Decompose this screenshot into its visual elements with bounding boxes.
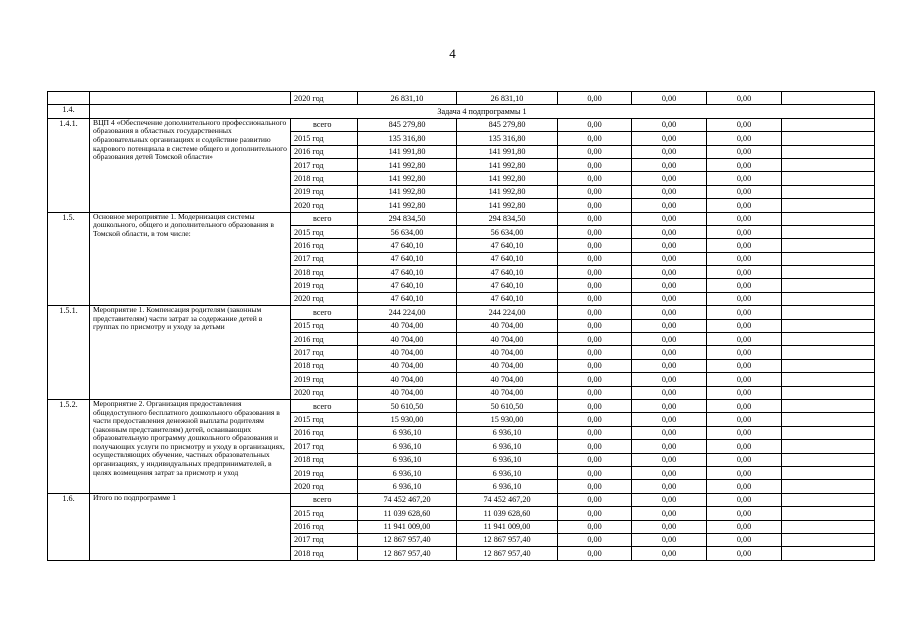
value-cell: 15 930,00 [457, 413, 558, 426]
table-cell-empty [782, 547, 875, 560]
total-cell: 244 224,00 [358, 306, 457, 319]
total-cell: 141 992,80 [358, 158, 457, 171]
total-cell: 40 704,00 [358, 346, 457, 359]
total-cell: 26 831,10 [358, 92, 457, 105]
total-cell: 40 704,00 [358, 359, 457, 372]
table-row [48, 212, 875, 225]
table-cell-empty [782, 373, 875, 386]
year-cell: 2017 год [291, 252, 358, 265]
table-row [48, 493, 875, 506]
value-cell: 845 279,80 [457, 118, 558, 131]
value-cell: 141 992,80 [457, 172, 558, 185]
table-row-top [48, 92, 875, 105]
total-cell: 141 991,80 [358, 145, 457, 158]
value-cell: 141 992,80 [457, 199, 558, 212]
year-cell: 2018 год [291, 172, 358, 185]
value-cell: 0,00 [707, 266, 782, 279]
year-cell: 2018 год [291, 266, 358, 279]
value-cell: 40 704,00 [457, 319, 558, 332]
value-cell: 6 936,10 [457, 426, 558, 439]
activity-name: Основное мероприятие 1. Модернизация системы дошкольного, общего и дополнительного образования в Томской области, в том числе: [90, 212, 291, 306]
value-cell: 0,00 [632, 172, 707, 185]
year-cell: 2015 год [291, 413, 358, 426]
row-number: 1.4.1. [48, 118, 90, 212]
value-cell: 0,00 [707, 359, 782, 372]
total-cell: 40 704,00 [358, 319, 457, 332]
value-cell: 0,00 [707, 413, 782, 426]
row-number: 1.5. [48, 212, 90, 306]
value-cell: 47 640,10 [457, 279, 558, 292]
value-cell: 0,00 [707, 399, 782, 412]
value-cell: 0,00 [707, 252, 782, 265]
value-cell: 0,00 [707, 520, 782, 533]
value-cell: 56 634,00 [457, 225, 558, 238]
total-cell: 6 936,10 [358, 466, 457, 479]
value-cell: 40 704,00 [457, 333, 558, 346]
value-cell: 0,00 [707, 547, 782, 560]
value-cell: 294 834,50 [457, 212, 558, 225]
row-number: 1.5.2. [48, 399, 90, 493]
value-cell: 0,00 [558, 212, 632, 225]
value-cell: 0,00 [558, 466, 632, 479]
total-cell: 40 704,00 [358, 386, 457, 399]
total-cell: 11 039 628,60 [358, 507, 457, 520]
table-row [48, 118, 875, 131]
table-cell-empty [782, 92, 875, 105]
value-cell: 0,00 [632, 399, 707, 412]
value-cell: 0,00 [632, 426, 707, 439]
value-cell: 6 936,10 [457, 453, 558, 466]
year-cell: 2016 год [291, 239, 358, 252]
value-cell: 0,00 [632, 507, 707, 520]
value-cell: 0,00 [707, 212, 782, 225]
table-row [48, 399, 875, 412]
value-cell: 0,00 [707, 346, 782, 359]
value-cell: 0,00 [632, 373, 707, 386]
table-cell-empty [782, 413, 875, 426]
table-cell-empty [782, 386, 875, 399]
table-cell-empty [782, 520, 875, 533]
total-cell: 141 992,80 [358, 185, 457, 198]
total-cell: 141 992,80 [358, 199, 457, 212]
year-cell: 2016 год [291, 333, 358, 346]
total-cell: 12 867 957,40 [358, 547, 457, 560]
value-cell: 0,00 [632, 252, 707, 265]
year-cell: 2019 год [291, 279, 358, 292]
value-cell: 0,00 [558, 292, 632, 305]
table-cell-empty [782, 453, 875, 466]
row-number: 1.4. [48, 105, 90, 118]
year-cell: 2020 год [291, 386, 358, 399]
total-cell: 845 279,80 [358, 118, 457, 131]
value-cell: 0,00 [632, 145, 707, 158]
table-cell-empty [782, 466, 875, 479]
value-cell: 0,00 [558, 172, 632, 185]
total-cell: 47 640,10 [358, 266, 457, 279]
year-cell: 2016 год [291, 145, 358, 158]
value-cell: 0,00 [707, 426, 782, 439]
value-cell: 0,00 [558, 453, 632, 466]
value-cell: 0,00 [558, 252, 632, 265]
value-cell: 0,00 [558, 185, 632, 198]
value-cell: 0,00 [707, 185, 782, 198]
value-cell: 0,00 [632, 132, 707, 145]
total-cell: 6 936,10 [358, 426, 457, 439]
value-cell: 0,00 [707, 453, 782, 466]
value-cell: 0,00 [558, 426, 632, 439]
value-cell: 0,00 [707, 199, 782, 212]
value-cell: 0,00 [632, 333, 707, 346]
year-cell: 2016 год [291, 426, 358, 439]
value-cell: 0,00 [558, 239, 632, 252]
total-cell: 6 936,10 [358, 453, 457, 466]
table-cell-empty [782, 212, 875, 225]
year-cell: 2015 год [291, 507, 358, 520]
total-cell: 40 704,00 [358, 373, 457, 386]
total-cell: 11 941 009,00 [358, 520, 457, 533]
value-cell: 0,00 [632, 466, 707, 479]
table-cell-empty [782, 266, 875, 279]
value-cell: 0,00 [558, 92, 632, 105]
value-cell: 0,00 [632, 225, 707, 238]
value-cell: 47 640,10 [457, 266, 558, 279]
value-cell: 0,00 [558, 132, 632, 145]
value-cell: 0,00 [558, 413, 632, 426]
table-cell-empty [782, 118, 875, 131]
value-cell: 50 610,50 [457, 399, 558, 412]
year-cell: 2019 год [291, 185, 358, 198]
value-cell: 0,00 [707, 239, 782, 252]
value-cell: 40 704,00 [457, 359, 558, 372]
value-cell: 0,00 [632, 547, 707, 560]
value-cell: 0,00 [632, 359, 707, 372]
page-number: 4 [449, 46, 456, 61]
table-cell-empty [782, 507, 875, 520]
value-cell: 0,00 [558, 225, 632, 238]
table-cell-empty [782, 399, 875, 412]
total-cell: 294 834,50 [358, 212, 457, 225]
value-cell: 0,00 [558, 373, 632, 386]
value-cell: 0,00 [558, 533, 632, 546]
value-cell: 0,00 [632, 306, 707, 319]
value-cell: 0,00 [707, 118, 782, 131]
value-cell: 0,00 [632, 440, 707, 453]
value-cell: 0,00 [632, 493, 707, 506]
value-cell: 11 039 628,60 [457, 507, 558, 520]
value-cell: 0,00 [632, 199, 707, 212]
value-cell: 0,00 [558, 520, 632, 533]
year-cell: 2017 год [291, 440, 358, 453]
table-cell-empty [782, 252, 875, 265]
value-cell: 0,00 [632, 533, 707, 546]
total-cell: 15 930,00 [358, 413, 457, 426]
year-cell: 2018 год [291, 359, 358, 372]
value-cell: 0,00 [558, 440, 632, 453]
year-cell: 2017 год [291, 346, 358, 359]
value-cell: 0,00 [707, 373, 782, 386]
value-cell: 0,00 [558, 279, 632, 292]
value-cell: 0,00 [707, 172, 782, 185]
value-cell: 0,00 [558, 359, 632, 372]
year-cell: 2017 год [291, 533, 358, 546]
value-cell: 0,00 [558, 199, 632, 212]
activity-name: ВЦП 4 «Обеспечение дополнительного профессионального образования в областных государственных образовательных организациях и содействие развитию кадрового потенциала в системе общего и дополнительного образования детей Томской области» [90, 118, 291, 212]
value-cell: 0,00 [558, 333, 632, 346]
value-cell: 0,00 [632, 520, 707, 533]
value-cell: 0,00 [707, 480, 782, 493]
year-cell: 2016 год [291, 520, 358, 533]
year-cell: всего [291, 212, 358, 225]
value-cell: 0,00 [558, 266, 632, 279]
table-cell-empty [782, 333, 875, 346]
table-cell-empty [782, 493, 875, 506]
value-cell: 0,00 [632, 279, 707, 292]
value-cell: 135 316,80 [457, 132, 558, 145]
total-cell: 141 992,80 [358, 172, 457, 185]
total-cell: 40 704,00 [358, 333, 457, 346]
table-cell-empty [782, 306, 875, 319]
table-cell-empty [782, 185, 875, 198]
row-number: 1.5.1. [48, 306, 90, 400]
year-cell: 2020 год [291, 292, 358, 305]
value-cell: 0,00 [632, 92, 707, 105]
table-cell-empty [782, 426, 875, 439]
activity-name: Итого по подпрограмме 1 [90, 493, 291, 560]
year-cell: всего [291, 399, 358, 412]
value-cell: 0,00 [558, 306, 632, 319]
table-cell-empty [782, 172, 875, 185]
year-cell: 2020 год [291, 199, 358, 212]
value-cell: 0,00 [707, 533, 782, 546]
value-cell: 0,00 [632, 319, 707, 332]
year-cell: 2020 год [291, 480, 358, 493]
year-cell: 2017 год [291, 158, 358, 171]
total-cell: 12 867 957,40 [358, 533, 457, 546]
value-cell: 0,00 [632, 413, 707, 426]
value-cell: 141 992,80 [457, 185, 558, 198]
value-cell: 47 640,10 [457, 252, 558, 265]
value-cell: 11 941 009,00 [457, 520, 558, 533]
table-cell-empty [48, 92, 90, 105]
total-cell: 50 610,50 [358, 399, 457, 412]
year-cell: 2015 год [291, 319, 358, 332]
value-cell: 244 224,00 [457, 306, 558, 319]
value-cell: 0,00 [632, 212, 707, 225]
table-cell-empty [782, 239, 875, 252]
value-cell: 0,00 [632, 158, 707, 171]
value-cell: 0,00 [707, 493, 782, 506]
total-cell: 47 640,10 [358, 252, 457, 265]
total-cell: 47 640,10 [358, 279, 457, 292]
value-cell: 6 936,10 [457, 440, 558, 453]
value-cell: 0,00 [707, 306, 782, 319]
value-cell: 0,00 [707, 507, 782, 520]
value-cell: 74 452 467,20 [457, 493, 558, 506]
value-cell: 40 704,00 [457, 373, 558, 386]
value-cell: 0,00 [632, 266, 707, 279]
value-cell: 0,00 [707, 466, 782, 479]
value-cell: 0,00 [558, 480, 632, 493]
year-cell: 2018 год [291, 453, 358, 466]
value-cell: 12 867 957,40 [457, 533, 558, 546]
budget-table [47, 91, 875, 561]
value-cell: 141 992,80 [457, 158, 558, 171]
value-cell: 0,00 [558, 493, 632, 506]
task-row [48, 105, 875, 118]
table-cell-empty [782, 440, 875, 453]
total-cell: 47 640,10 [358, 239, 457, 252]
year-cell: 2020 год [291, 92, 358, 105]
table-cell-empty [90, 92, 291, 105]
value-cell: 0,00 [632, 292, 707, 305]
value-cell: 0,00 [558, 158, 632, 171]
table-cell-empty [782, 145, 875, 158]
value-cell: 0,00 [558, 507, 632, 520]
year-cell: 2019 год [291, 373, 358, 386]
year-cell: 2015 год [291, 225, 358, 238]
value-cell: 0,00 [558, 145, 632, 158]
value-cell: 26 831,10 [457, 92, 558, 105]
value-cell: 0,00 [707, 292, 782, 305]
total-cell: 6 936,10 [358, 480, 457, 493]
year-cell: всего [291, 118, 358, 131]
value-cell: 0,00 [558, 399, 632, 412]
value-cell: 0,00 [632, 239, 707, 252]
value-cell: 6 936,10 [457, 480, 558, 493]
value-cell: 0,00 [558, 386, 632, 399]
value-cell: 0,00 [707, 225, 782, 238]
value-cell: 0,00 [632, 453, 707, 466]
activity-name: Мероприятие 1. Компенсация родителям (законным представителям) части затрат за содержание детей в группах по присмотру и уходу за детьми [90, 306, 291, 400]
year-cell: всего [291, 493, 358, 506]
total-cell: 6 936,10 [358, 440, 457, 453]
table-cell-empty [782, 279, 875, 292]
value-cell: 0,00 [707, 92, 782, 105]
total-cell: 47 640,10 [358, 292, 457, 305]
total-cell: 74 452 467,20 [358, 493, 457, 506]
value-cell: 0,00 [632, 185, 707, 198]
row-number: 1.6. [48, 493, 90, 560]
value-cell: 0,00 [707, 132, 782, 145]
activity-name: Мероприятие 2. Организация предоставления общедоступного бесплатного дошкольного образования в части предоставления денежной выплаты родителям (законным представителям) детей, осваивающих образовательную программу дошкольного образования и получающих услуги по присмотру и уходу в организациях, осуществляющих обучение, частных образовательных организациях, у индивидуальных предпринимателей, в целях возмещения затрат за присмотр и уход [90, 399, 291, 493]
value-cell: 141 991,80 [457, 145, 558, 158]
value-cell: 0,00 [707, 319, 782, 332]
total-cell: 135 316,80 [358, 132, 457, 145]
table-cell-empty [782, 319, 875, 332]
table-row [48, 306, 875, 319]
value-cell: 0,00 [632, 118, 707, 131]
table-cell-empty [782, 225, 875, 238]
table-cell-empty [782, 132, 875, 145]
value-cell: 12 867 957,40 [457, 547, 558, 560]
value-cell: 40 704,00 [457, 386, 558, 399]
value-cell: 0,00 [558, 118, 632, 131]
value-cell: 0,00 [632, 480, 707, 493]
task-title: Задача 4 подпрограммы 1 [90, 105, 875, 118]
table-cell-empty [782, 346, 875, 359]
value-cell: 47 640,10 [457, 239, 558, 252]
value-cell: 0,00 [707, 279, 782, 292]
value-cell: 0,00 [558, 319, 632, 332]
year-cell: 2015 год [291, 132, 358, 145]
table-cell-empty [782, 359, 875, 372]
table-cell-empty [782, 199, 875, 212]
total-cell: 56 634,00 [358, 225, 457, 238]
value-cell: 0,00 [707, 158, 782, 171]
value-cell: 0,00 [558, 547, 632, 560]
value-cell: 0,00 [707, 333, 782, 346]
year-cell: всего [291, 306, 358, 319]
value-cell: 0,00 [632, 346, 707, 359]
value-cell: 0,00 [707, 440, 782, 453]
value-cell: 47 640,10 [457, 292, 558, 305]
year-cell: 2018 год [291, 547, 358, 560]
table-cell-empty [782, 158, 875, 171]
value-cell: 40 704,00 [457, 346, 558, 359]
value-cell: 0,00 [707, 386, 782, 399]
year-cell: 2019 год [291, 466, 358, 479]
table-cell-empty [782, 533, 875, 546]
table-cell-empty [782, 292, 875, 305]
value-cell: 6 936,10 [457, 466, 558, 479]
value-cell: 0,00 [707, 145, 782, 158]
value-cell: 0,00 [558, 346, 632, 359]
value-cell: 0,00 [632, 386, 707, 399]
table-cell-empty [782, 480, 875, 493]
